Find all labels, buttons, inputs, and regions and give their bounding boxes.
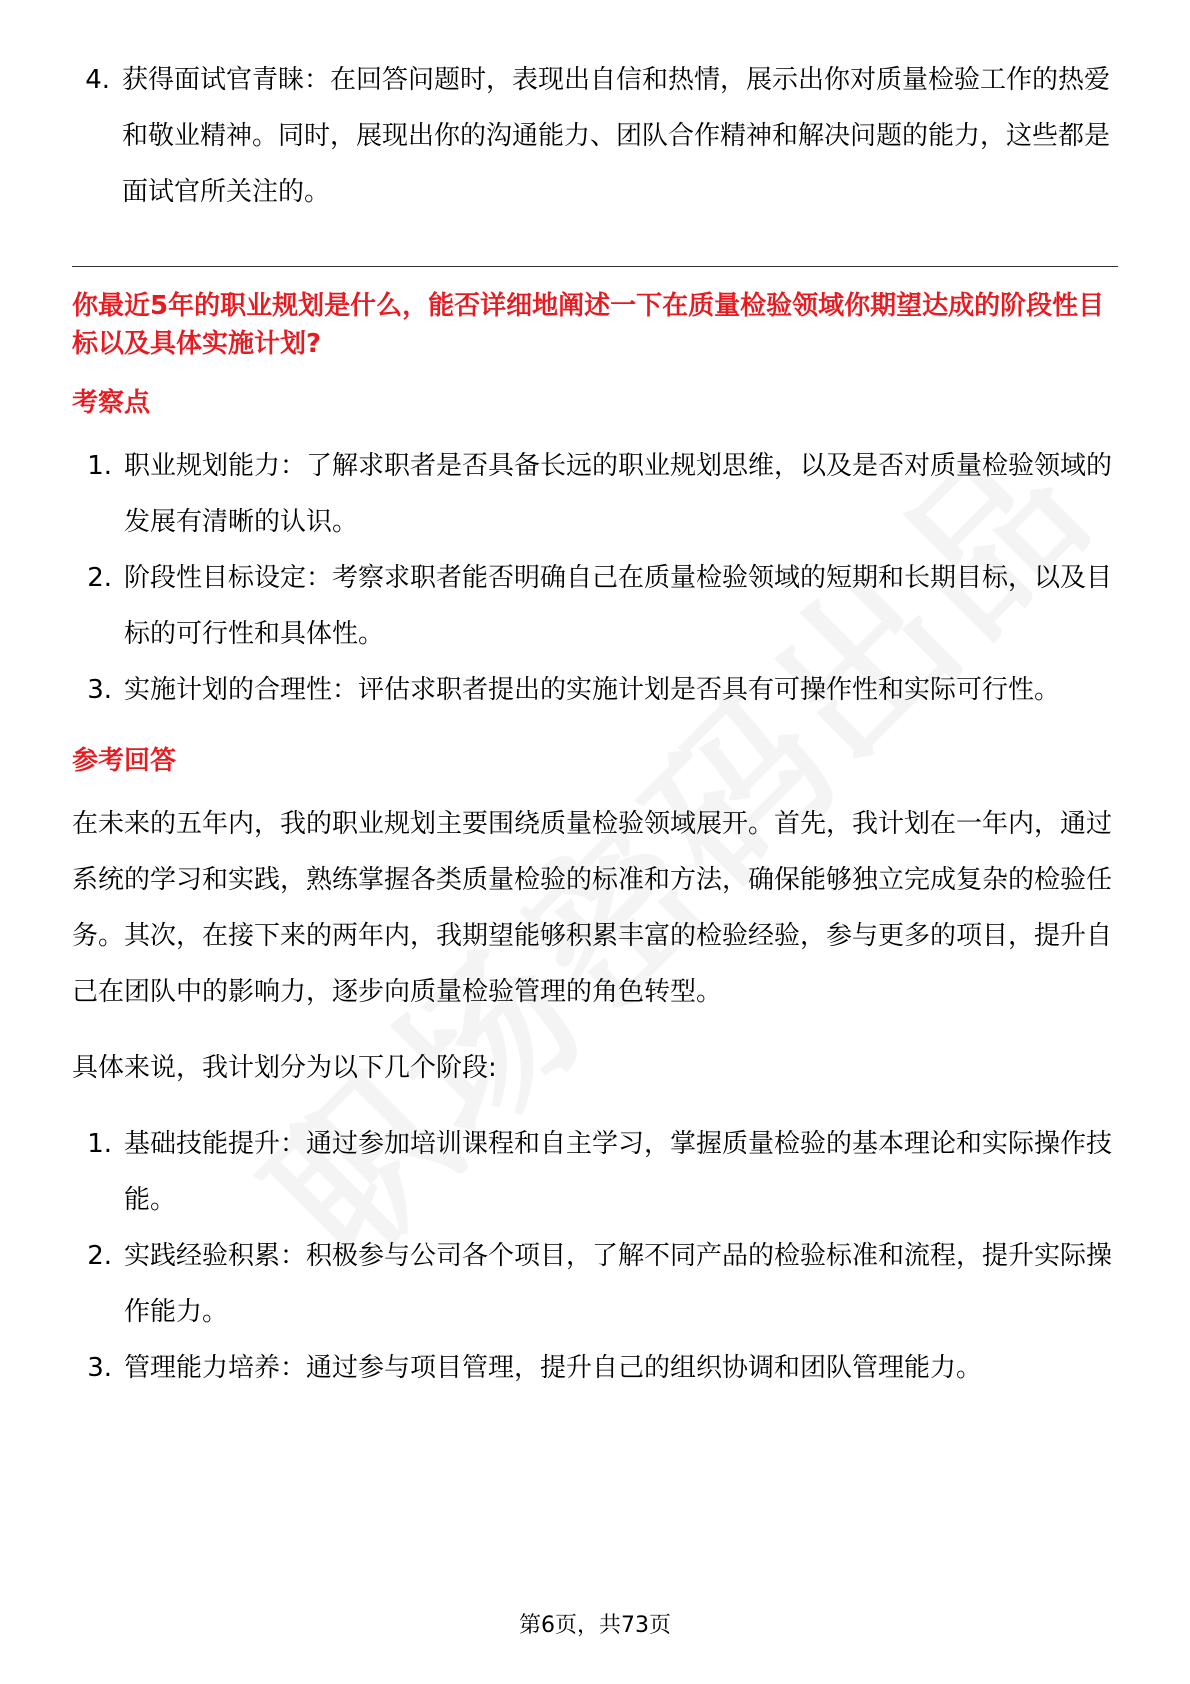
section-divider bbox=[72, 266, 1118, 267]
list-item-number: 2. bbox=[87, 1241, 112, 1271]
focus-list bbox=[72, 438, 1118, 718]
list-item bbox=[72, 1340, 1118, 1396]
prev-answer-list bbox=[72, 52, 1118, 220]
page-footer: 第6页，共73页 bbox=[519, 1613, 671, 1638]
list-item bbox=[72, 662, 1118, 718]
focus-title: 考察点 bbox=[72, 388, 151, 418]
list-item-text: 实施计划的合理性：评估求职者提出的实施计划是否具有可操作性和实际可行性。 bbox=[124, 675, 1061, 705]
plan-list bbox=[72, 1116, 1118, 1396]
list-item-number: 1. bbox=[87, 1129, 112, 1159]
list-item-text: 管理能力培养：通过参与项目管理，提升自己的组织协调和团队管理能力。 bbox=[124, 1353, 983, 1383]
list-item bbox=[72, 550, 1118, 662]
list-item bbox=[72, 1228, 1118, 1340]
list-item-text: 实践经验积累：积极参与公司各个项目，了解不同产品的检验标准和流程，提升实际操作能力。 bbox=[124, 1241, 1113, 1327]
list-item bbox=[72, 1116, 1118, 1228]
question-heading: 你最近5年的职业规划是什么，能否详细地阐述一下在质量检验领域你期望达成的阶段性目标以及具体实施计划? bbox=[72, 291, 1105, 359]
list-item-number: 1. bbox=[87, 451, 112, 481]
list-item bbox=[72, 52, 1118, 220]
answer-title: 参考回答 bbox=[72, 746, 177, 776]
list-item bbox=[72, 438, 1118, 550]
list-item-number: 3. bbox=[87, 675, 112, 705]
answer-paragraph: 在未来的五年内，我的职业规划主要围绕质量检验领域展开。首先，我计划在一年内，通过系统的学习和实践，熟练掌握各类质量检验的标准和方法，确保能够独立完成复杂的检验任务。其次，在接下来的两年内，我期望能够积累丰富的检验经验，参与更多的项目，提升自己在团队中的影响力，逐步向质量检验管理的角色转型。 bbox=[72, 809, 1113, 1007]
page-content bbox=[72, 52, 1118, 1396]
list-item-number: 2. bbox=[87, 563, 112, 593]
answer-paragraph: 具体来说，我计划分为以下几个阶段: bbox=[72, 1053, 497, 1083]
list-item-number: 3. bbox=[87, 1353, 112, 1383]
list-item-number: 4. bbox=[85, 65, 110, 95]
list-item-text: 基础技能提升：通过参加培训课程和自主学习，掌握质量检验的基本理论和实际操作技能。 bbox=[124, 1129, 1113, 1215]
list-item-text: 阶段性目标设定：考察求职者能否明确自己在质量检验领域的短期和长期目标，以及目标的可行性和具体性。 bbox=[124, 563, 1113, 649]
list-item-text: 获得面试官青睐：在回答问题时，表现出自信和热情，展示出你对质量检验工作的热爱和敬业精神。同时，展现出你的沟通能力、团队合作精神和解决问题的能力，这些都是面试官所关注的。 bbox=[122, 65, 1111, 207]
list-item-text: 职业规划能力：了解求职者是否具备长远的职业规划思维，以及是否对质量检验领域的发展有清晰的认识。 bbox=[124, 451, 1113, 537]
